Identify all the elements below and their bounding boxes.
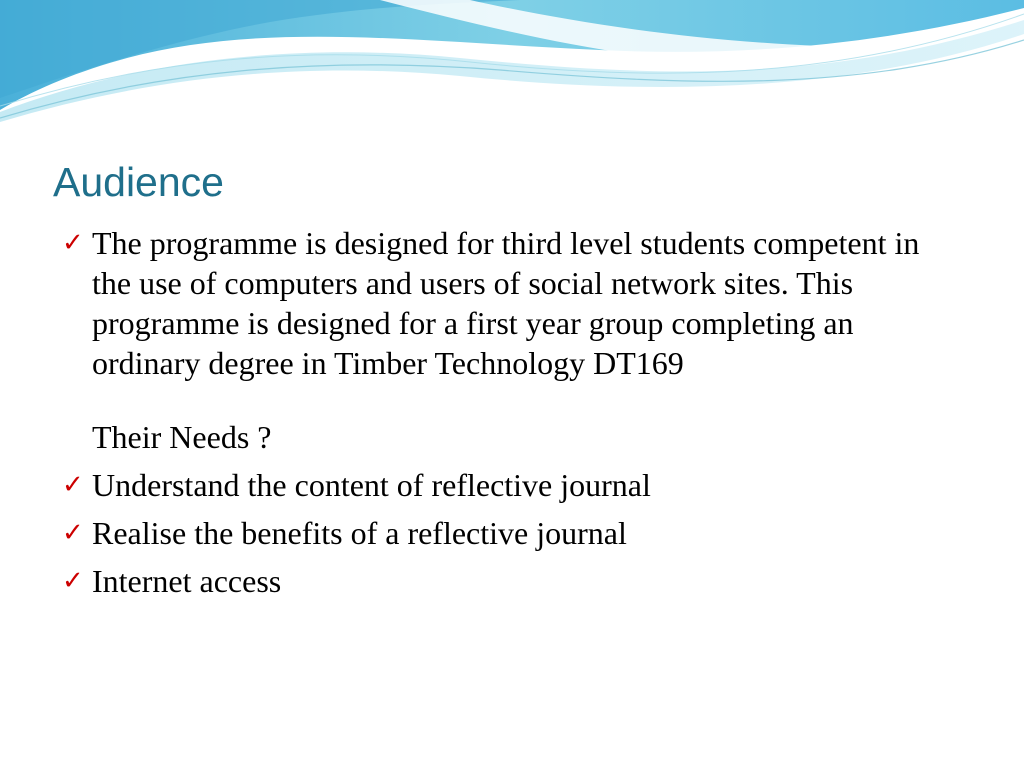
list-item	[62, 465, 962, 505]
check-mark-icon: ✓	[62, 566, 84, 596]
check-mark-icon: ✓	[62, 228, 84, 258]
bullet-text: Understand the content of reflective journal	[92, 467, 651, 503]
bullet-text: Realise the benefits of a reflective journal	[92, 515, 627, 551]
list-item	[62, 223, 962, 383]
list-item	[62, 561, 962, 601]
header-wave-decoration	[0, 0, 1024, 130]
check-mark-icon: ✓	[62, 518, 84, 548]
bullet-list	[62, 223, 962, 601]
bullet-text: Internet access	[92, 563, 282, 599]
bullet-text: The programme is designed for third level students competent in the use of computers and users of social network sites. This programme is designed for a first year group completing an ordinary degree in Timber Technology DT169	[92, 225, 920, 381]
list-item	[62, 513, 962, 553]
slide-title: Audience	[53, 159, 224, 205]
check-mark-icon: ✓	[62, 470, 84, 500]
needs-heading: Their Needs ?	[92, 419, 272, 455]
